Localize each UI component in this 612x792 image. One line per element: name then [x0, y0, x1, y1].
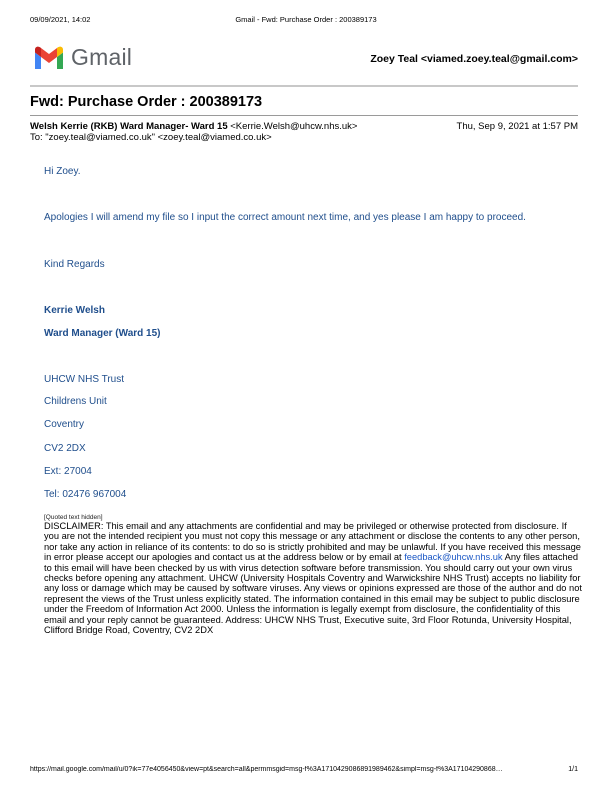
- print-page-title: Gmail - Fwd: Purchase Order : 200389173: [235, 15, 377, 24]
- print-url: https://mail.google.com/mail/u/0?ik=77e4056450&view=pt&search=all&permmsgid=msg-f%3A1710429086891989462&simpl=msg-f%3A17104290868…: [30, 766, 503, 773]
- sender-name: Welsh Kerrie (RKB) Ward Manager- Ward 15: [30, 121, 228, 132]
- message-text: Apologies I will amend my file so I input the correct amount next time, and yes please I am happy to proceed.: [44, 212, 526, 223]
- disclaimer-text-continued: Any files attached to this email will have been checked by us with virus detection software before transmission. You should carry out your own virus checks before opening any attachment. UHCW (University Hospitals Coventry and Warwickshire NHS Trust) accepts no liability for any loss or damage which may be caused by software viruses. Any views or opinions expressed are those of the author and do not represent the views of the Trust unless explicitly stated. The information contained in this email may be subject to public disclosure under the Freedom of Information Act 2000. Unless the information is legally exempt from disclosure, the confidentiality of this email and your reply cannot be guaranteed. Address: UHCW NHS Trust, Executive suite, 3rd Floor Rotunda, University Hospital, Clifford Bridge Road, Coventry, CV2 2DX: [44, 552, 582, 636]
- email-subject: Fwd: Purchase Order : 200389173: [30, 94, 263, 110]
- email-date: Thu, Sep 9, 2021 at 1:57 PM: [456, 121, 578, 132]
- signature-org: UHCW NHS Trust: [44, 374, 124, 385]
- print-datetime: 09/09/2021, 14:02: [30, 15, 91, 24]
- signature-tel: Tel: 02476 967004: [44, 489, 127, 500]
- signature-ext: Ext: 27004: [44, 466, 92, 477]
- gmail-logo-text: Gmail: [71, 43, 133, 70]
- gmail-logo[interactable]: [33, 42, 132, 72]
- sender-email: <Kerrie.Welsh@uhcw.nhs.uk>: [230, 121, 358, 132]
- gmail-m-icon: [33, 45, 65, 69]
- signature-title: Ward Manager (Ward 15): [44, 328, 161, 339]
- sender-line: [30, 121, 357, 132]
- signature-postcode: CV2 2DX: [44, 443, 86, 454]
- feedback-email-link[interactable]: feedback@uhcw.nhs.uk: [404, 552, 503, 563]
- header-divider: [30, 85, 578, 87]
- signature-unit: Childrens Unit: [44, 396, 107, 407]
- quoted-text-toggle[interactable]: [Quoted text hidden]: [44, 514, 103, 521]
- account-label: Zoey Teal <viamed.zoey.teal@gmail.com>: [370, 53, 578, 65]
- recipient-line: To: "zoey.teal@viamed.co.uk" <zoey.teal@viamed.co.uk>: [30, 132, 272, 143]
- signature-city: Coventry: [44, 419, 85, 430]
- disclaimer-text: DISCLAIMER: This email and any attachments are confidential and may be privileged or otherwise protected from disclosure. If you are not the intended recipient you must not copy this message or any attachment or disclose the contents to any other person, nor take any action in reliance of its contents: to do so is strictly prohibited and may be unlawful. If you have received this message in error please accept our apologies and contact us at the address below or by email at: [44, 521, 581, 563]
- signature-name: Kerrie Welsh: [44, 305, 105, 316]
- subject-divider: [30, 115, 578, 116]
- sign-off: Kind Regards: [44, 259, 105, 270]
- disclaimer: [44, 521, 584, 635]
- greeting: Hi Zoey.: [44, 166, 81, 177]
- print-page-number: 1/1: [568, 766, 578, 773]
